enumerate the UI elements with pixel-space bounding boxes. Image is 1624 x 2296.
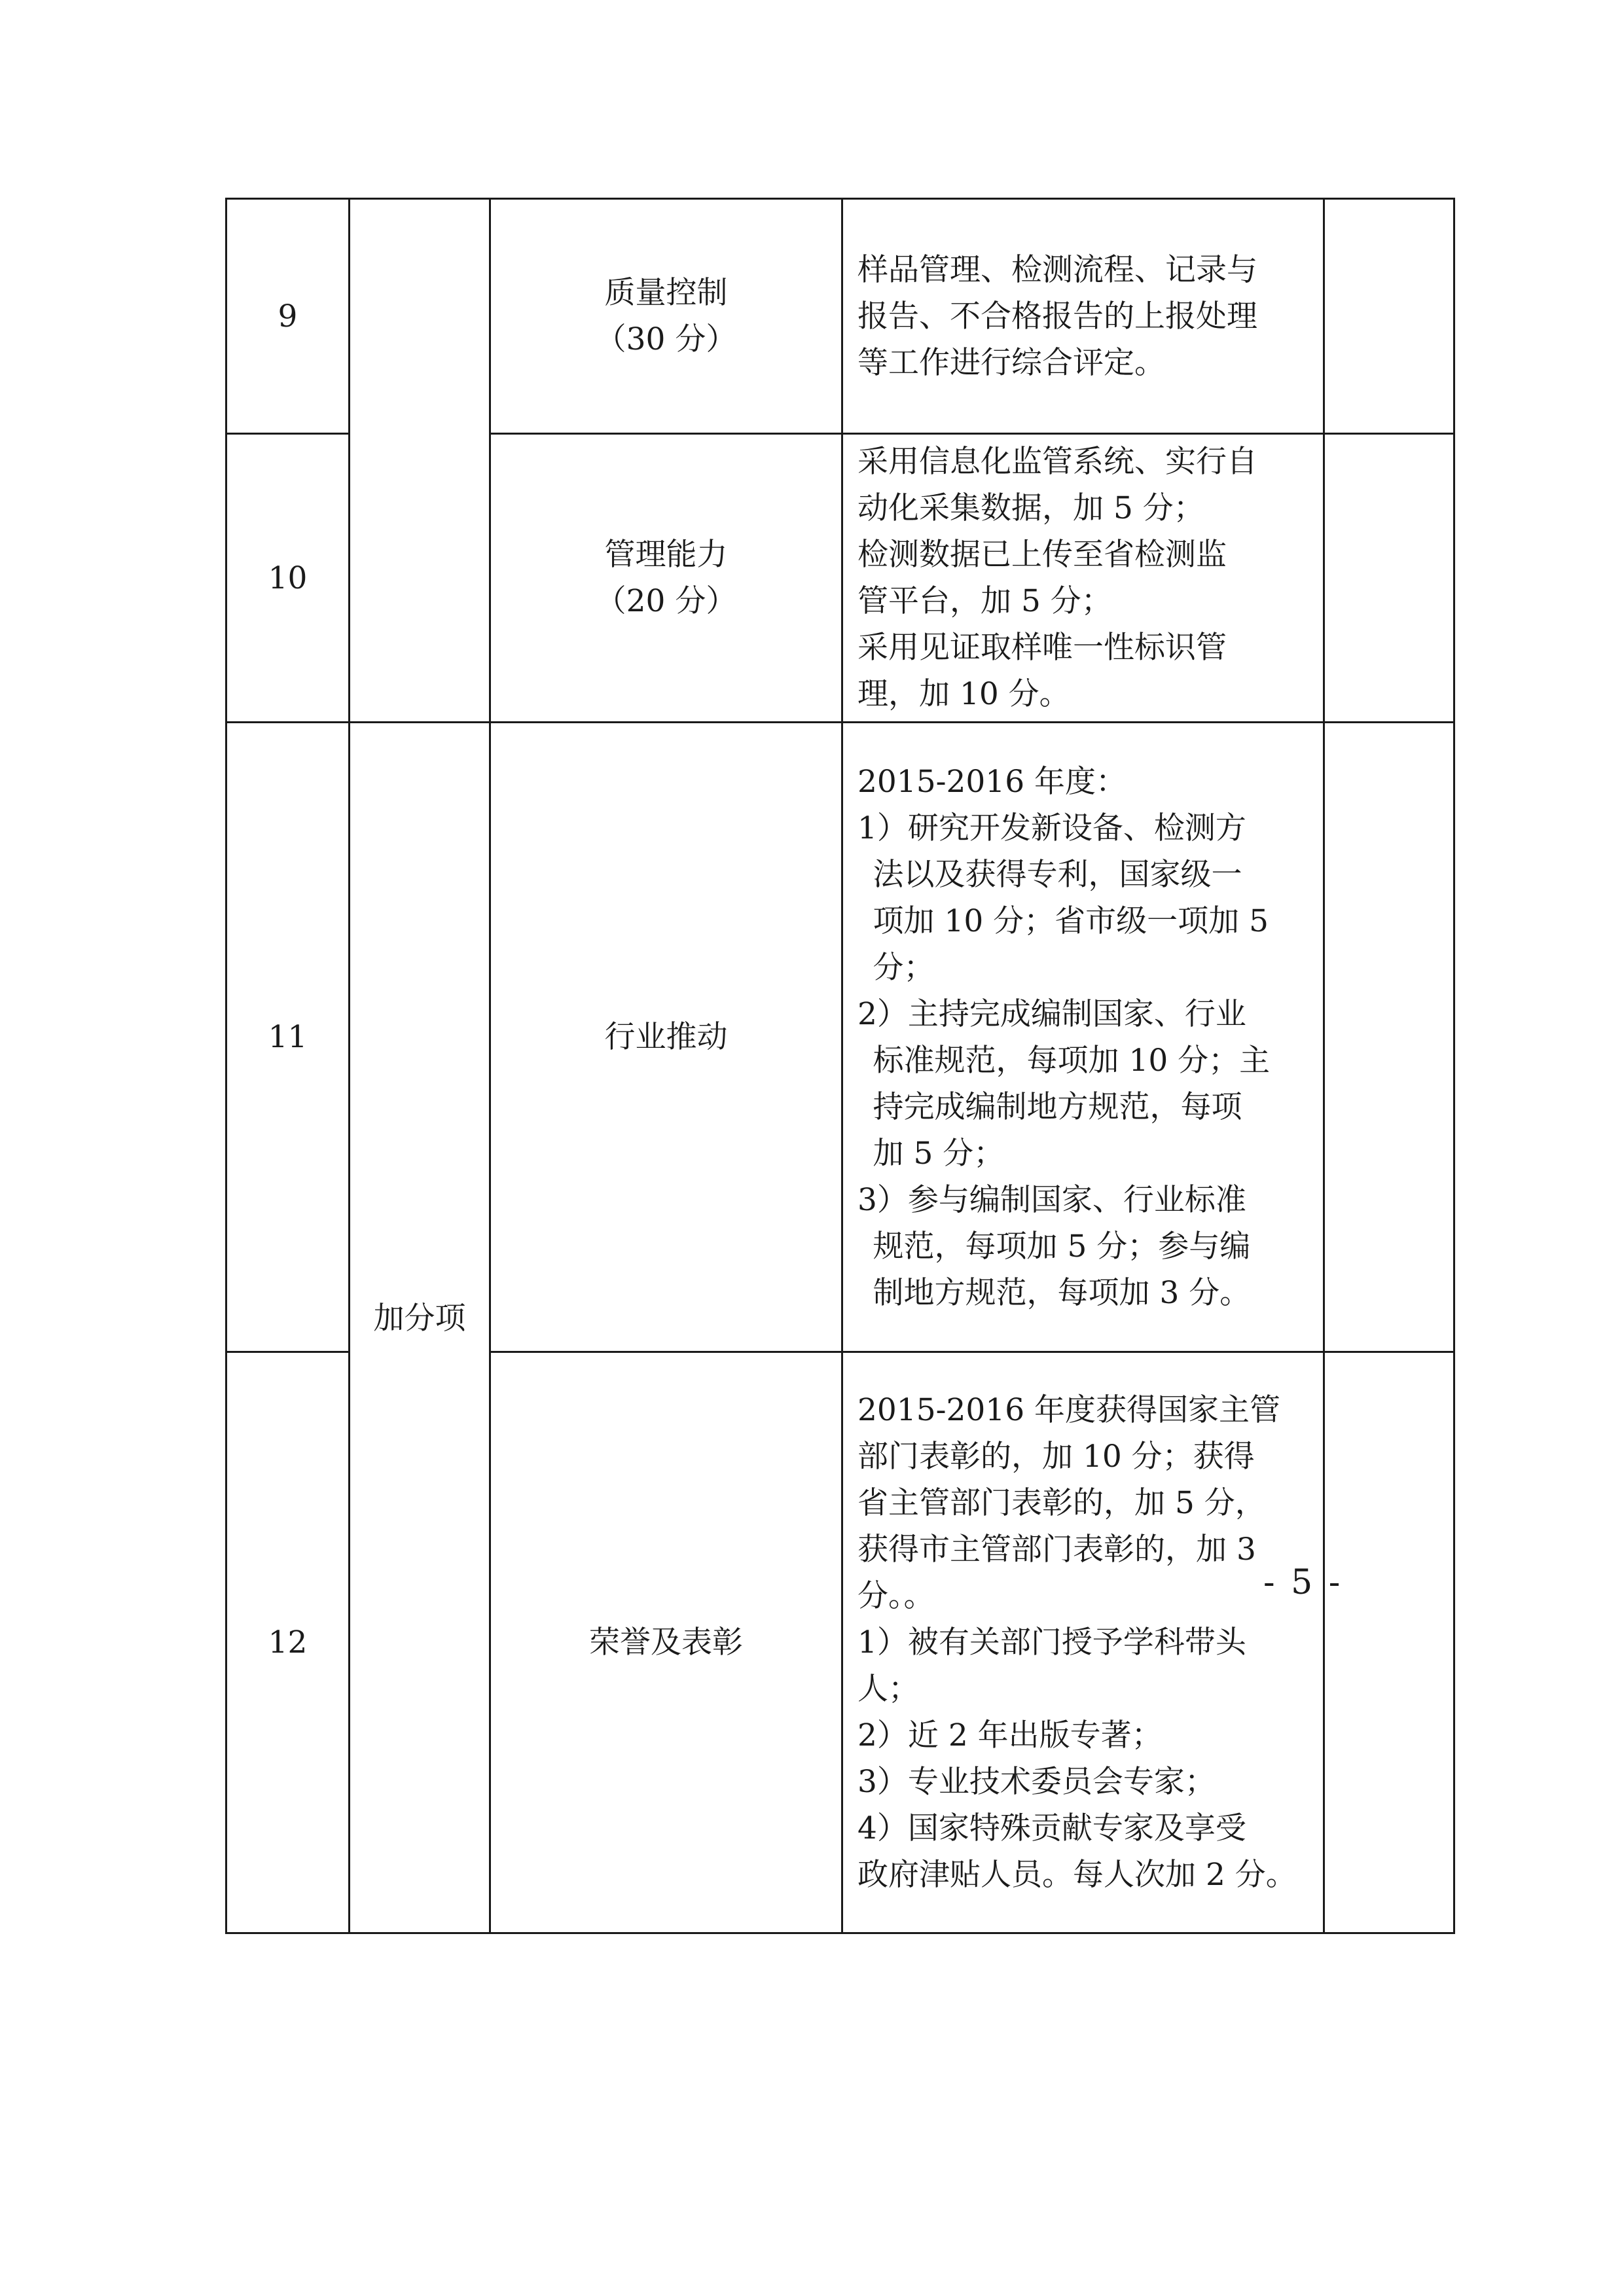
page-number: - 5 - — [1263, 1563, 1343, 1602]
bonus-category-cell — [350, 723, 490, 1933]
row-number: 11 — [226, 723, 350, 1352]
category-cell-empty — [350, 199, 490, 723]
criteria-line: 2015-2016 年度： — [857, 763, 1127, 800]
item-name-cell — [490, 434, 842, 723]
criteria-cell — [842, 434, 1324, 723]
criteria-line: 动化采集数据，加 5 分； — [857, 490, 1204, 526]
table-row — [226, 199, 1454, 434]
criteria-line: 政府津贴人员。每人次加 2 分。 — [857, 1857, 1297, 1893]
scoring-table — [225, 198, 1455, 1934]
criteria-line: 1）被有关部门授予学科带头 — [857, 1624, 1246, 1660]
criteria-line: 加 5 分； — [873, 1135, 1005, 1172]
criteria-line: 2015-2016 年度获得国家主管 — [857, 1392, 1281, 1428]
criteria-line: 分； — [873, 949, 935, 986]
item-name-cell — [490, 723, 842, 1352]
item-name-cell — [490, 199, 842, 434]
item-name: 管理能力 — [604, 537, 728, 573]
score-cell — [1324, 1352, 1454, 1933]
criteria-line: 3）参与编制国家、行业标准 — [857, 1181, 1246, 1218]
scoring-table-container — [225, 198, 1453, 1929]
row-number: 10 — [226, 434, 350, 723]
item-points: （30 分） — [595, 321, 737, 357]
criteria-line: 标准规范，每项加 10 分；主 — [873, 1042, 1271, 1079]
criteria-line: 报告、不合格报告的上报处理 — [857, 298, 1257, 334]
criteria-line: 持完成编制地方规范，每项 — [873, 1088, 1242, 1125]
criteria-line: 规范，每项加 5 分；参与编 — [873, 1228, 1251, 1265]
criteria-line: 人； — [857, 1671, 919, 1707]
score-cell — [1324, 434, 1454, 723]
table-row — [226, 723, 1454, 1352]
criteria-cell — [842, 199, 1324, 434]
item-points: （20 分） — [595, 583, 737, 619]
criteria-cell — [842, 723, 1324, 1352]
item-name-cell — [490, 1352, 842, 1933]
criteria-line: 2）主持完成编制国家、行业 — [857, 996, 1246, 1032]
criteria-line: 1）研究开发新设备、检测方 — [857, 810, 1246, 846]
row-number: 9 — [226, 199, 350, 434]
criteria-line: 等工作进行综合评定。 — [857, 344, 1165, 381]
criteria-line: 项加 10 分；省市级一项加 5 — [873, 903, 1269, 939]
criteria-line: 法以及获得专利，国家级一 — [873, 856, 1242, 893]
criteria-line: 获得市主管部门表彰的，加 3 — [857, 1532, 1256, 1568]
item-name: 荣誉及表彰 — [589, 1624, 743, 1660]
criteria-line: 分。。 — [857, 1578, 935, 1614]
criteria-line: 采用见证取样唯一性标识管 — [857, 630, 1227, 666]
criteria-line: 检测数据已上传至省检测监 — [857, 537, 1227, 573]
criteria-line: 制地方规范，每项加 3 分。 — [873, 1274, 1251, 1311]
criteria-line: 部门表彰的，加 10 分；获得 — [857, 1439, 1255, 1475]
criteria-line: 2）近 2 年出版专著； — [857, 1717, 1163, 1753]
criteria-cell — [842, 1352, 1324, 1933]
item-name: 质量控制 — [604, 275, 728, 311]
item-name: 行业推动 — [604, 1019, 728, 1055]
score-cell — [1324, 723, 1454, 1352]
row-number: 12 — [226, 1352, 350, 1933]
criteria-line: 样品管理、检测流程、记录与 — [857, 251, 1257, 288]
criteria-line: 3）专业技术委员会专家； — [857, 1764, 1216, 1800]
criteria-line: 采用信息化监管系统、实行自 — [857, 444, 1257, 480]
criteria-line: 4）国家特殊贡献专家及享受 — [857, 1810, 1246, 1846]
criteria-line: 省主管部门表彰的，加 5 分， — [857, 1485, 1266, 1521]
score-cell — [1324, 199, 1454, 434]
criteria-line: 理，加 10 分。 — [857, 676, 1070, 712]
bonus-category-label: 加分项 — [373, 1300, 466, 1336]
criteria-line: 管平台，加 5 分； — [857, 583, 1112, 619]
